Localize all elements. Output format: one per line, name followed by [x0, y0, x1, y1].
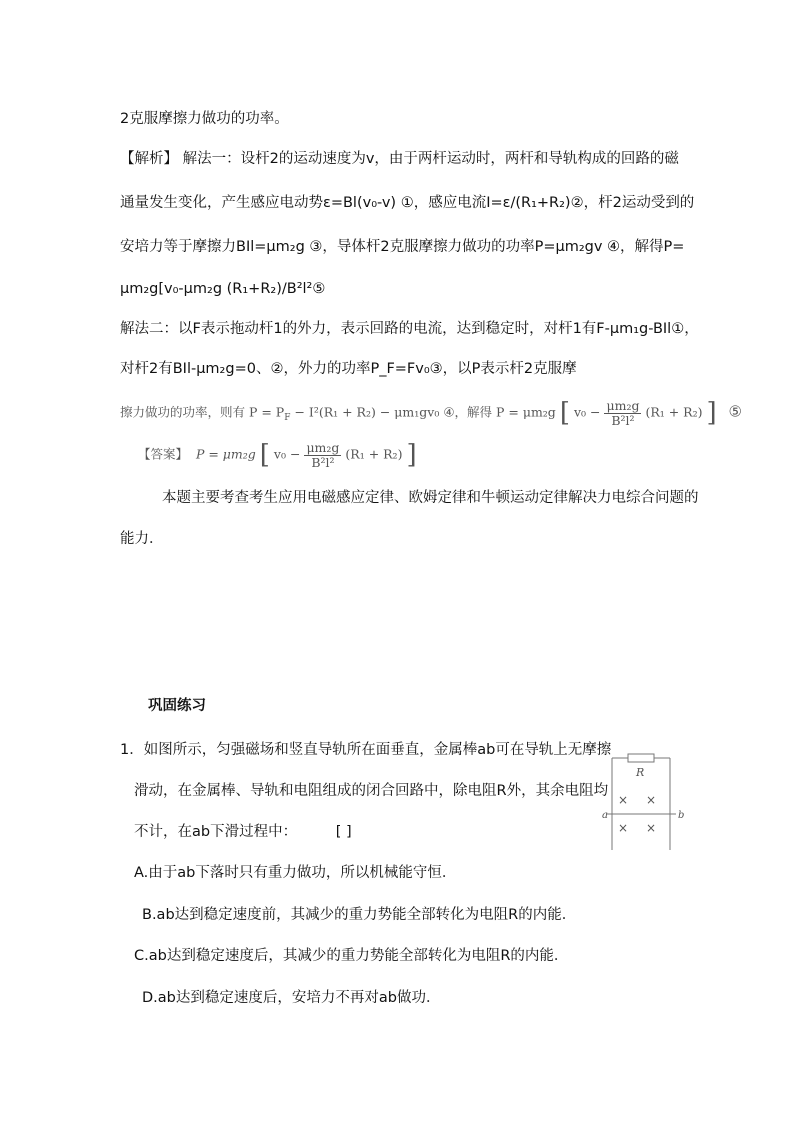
- label-b: b: [678, 810, 685, 821]
- math-row-answer: [138, 440, 417, 470]
- analysis-text: 解法一：设杆2的运动速度为v，由于两杆运动时，两杆和导轨构成的回路的磁: [178, 151, 679, 167]
- question-stem-3-text: 不计，在ab下滑过程中：: [134, 824, 298, 840]
- answer-fraction: [304, 441, 341, 470]
- text-line-1: 2克服摩擦力做功的功率。: [120, 111, 289, 127]
- text-line-3: 通量发生变化，产生感应电动势ε=Bl(v₀-v) ①，感应电流I=ε/(R₁+R₂)②，杆2运动受到的: [120, 195, 695, 211]
- question-stem-3: [134, 822, 352, 842]
- text-line-2: [120, 149, 679, 169]
- bracket-open: [: [559, 398, 570, 428]
- cross-3: ×: [618, 821, 629, 835]
- answer-blank: [ ]: [335, 824, 352, 840]
- cross-1: ×: [618, 793, 629, 807]
- question-stem-1: 1．如图所示，匀强磁场和竖直导轨所在面垂直，金属棒ab可在导轨上无摩擦: [120, 742, 612, 758]
- resistor: [628, 754, 654, 762]
- option-d: D.ab达到稳定速度后，安培力不再对ab做功．: [142, 990, 441, 1006]
- resistor-label: R: [636, 766, 645, 779]
- math-row1-tail: (R₁ + R₂): [645, 404, 703, 420]
- answer-fraction-numerator: μm₂g: [306, 439, 340, 455]
- math-row-power: [120, 398, 742, 428]
- text-line-11: 能力．: [120, 531, 164, 547]
- label-a: a: [602, 810, 608, 821]
- answer-fraction-denominator: B²l²: [311, 454, 335, 470]
- fraction-denominator: B²l²: [611, 412, 635, 428]
- cross-4: ×: [646, 821, 657, 835]
- answer-text: P = μm₂g: [195, 446, 256, 462]
- text-line-10: 本题主要考查考生应用电磁感应定律、欧姆定律和牛顿运动定律解决力电综合问题的: [162, 490, 699, 506]
- text-line-7: 对杆2有BIl-μm₂g=0、②，外力的功率P_F=Fv₀③，以P表示杆2克服摩: [120, 361, 577, 377]
- option-a: A.由于ab下落时只有重力做功，所以机械能守恒．: [134, 865, 457, 881]
- bracket-close: ]: [706, 398, 717, 428]
- answer-v: v₀ −: [273, 446, 301, 462]
- fraction-numerator: μm₂g: [606, 397, 640, 413]
- math-row1-v: v₀ −: [573, 404, 601, 420]
- math-row1-rest: − I²(R₁ + R₂) − μm₁gv₀ ④，解得 P = μm₂g: [290, 404, 556, 420]
- text-line-4: 安培力等于摩擦力BIl=μm₂g ③，导体杆2克服摩擦力做功的功率P=μm₂gv ④，解得P=: [120, 239, 685, 255]
- math-row1-text: 擦力做功的功率，则有 P = P: [120, 404, 285, 420]
- circle-five: ⑤: [728, 402, 742, 421]
- question-stem-2: 滑动，在金属棒、导轨和电阻组成的闭合回路中，除电阻R外，其余电阻均: [134, 783, 609, 799]
- fraction: [604, 399, 641, 428]
- option-c: C.ab达到稳定速度后，其减少的重力势能全部转化为电阻R的内能．: [134, 948, 569, 964]
- circuit-figure: [600, 752, 690, 852]
- answer-bracket-open: [: [259, 440, 270, 470]
- section-title: 巩固练习: [148, 698, 206, 714]
- cross-2: ×: [646, 793, 657, 807]
- option-b: B.ab达到稳定速度前，其减少的重力势能全部转化为电阻R的内能．: [142, 907, 577, 923]
- answer-tail: (R₁ + R₂): [345, 446, 403, 462]
- answer-label: 【答案】: [138, 446, 189, 462]
- text-line-6: 解法二：以F表示拖动杆1的外力，表示回路的电流，达到稳定时，对杆1有F-μm₁g-BIl①，: [120, 321, 699, 337]
- text-line-5: μm₂g[v₀-μm₂g (R₁+R₂)/B²l²⑤: [120, 281, 326, 297]
- answer-bracket-close: ]: [406, 440, 417, 470]
- analysis-label: 【解析】: [120, 151, 178, 167]
- math-row1-sub: F: [284, 413, 291, 423]
